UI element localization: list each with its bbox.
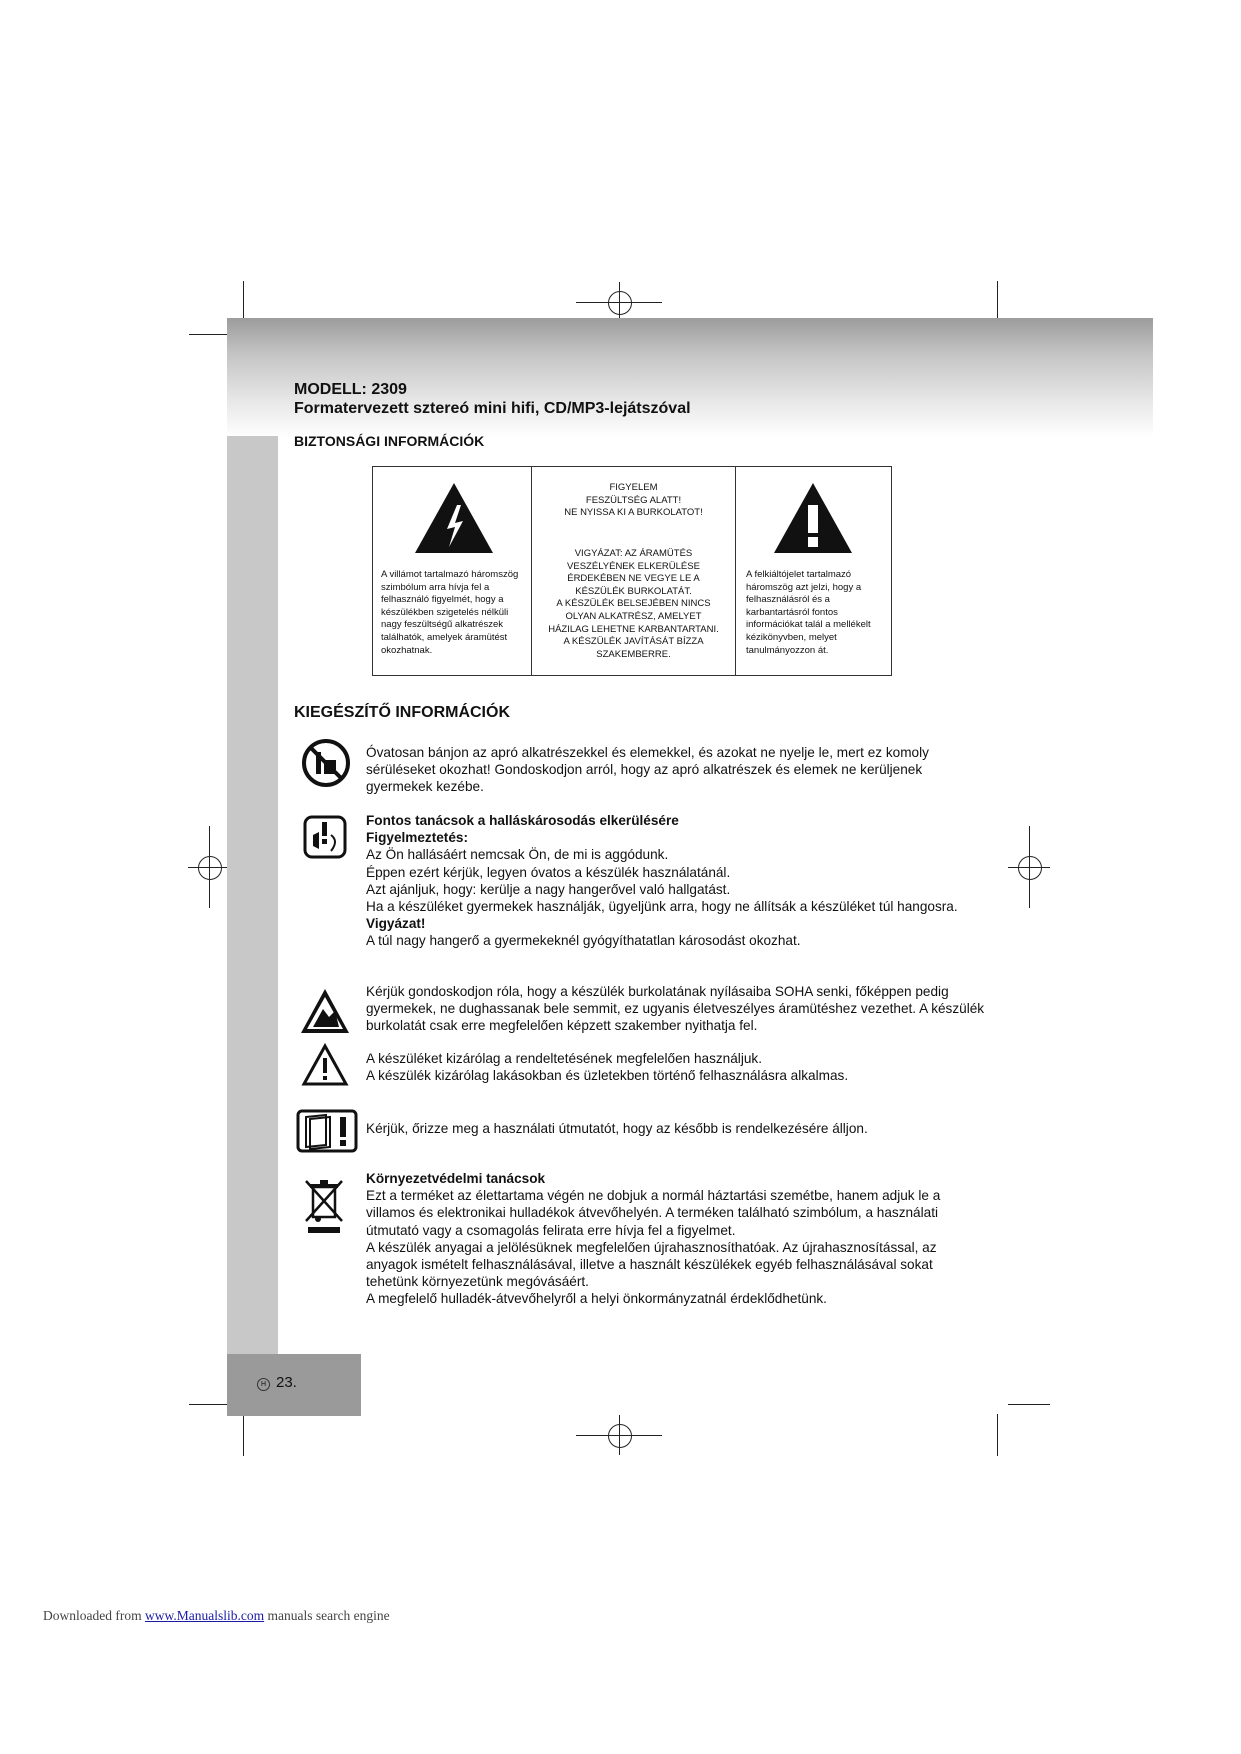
- extra-info-heading: KIEGÉSZÍTŐ INFORMÁCIÓK: [294, 704, 510, 721]
- manualslib-link[interactable]: www.Manualslib.com: [144, 1608, 265, 1623]
- intended-use-line: A készüléket kizárólag a rendeltetésének megfelelően használjuk.: [366, 1051, 762, 1066]
- lightning-explanation: A villámot tartalmazó háromszög szimbólum arra hívja fel a felhasználó figyelmét, hogy a készülékben szigetelés nélküli nagy feszültségű alkatrészek találhatók, amelyek áramütést okozhatnak.: [381, 569, 519, 656]
- environment-section: [366, 1170, 986, 1308]
- electric-shock-warning-icon: [299, 987, 351, 1035]
- small-parts-text: Óvatosan bánjon az apró alkatrészekkel és elemekkel, és azokat ne nyelje le, mert ez komoly sérüléseket okozhat! Gondoskodjon arról, hogy az apró alkatrészek és elemek ne kerüljenek gyermekek kezébe.: [366, 745, 929, 795]
- crop-mark: [1008, 1404, 1050, 1405]
- weee-bin-icon: [302, 1177, 346, 1235]
- environment-paragraph: A megfelelő hulladék-átvevőhelyről a helyi önkormányzatnál érdeklődhetünk.: [366, 1291, 827, 1307]
- crop-mark: [997, 1414, 998, 1456]
- page-number: 23.: [276, 1374, 297, 1391]
- side-bar: [227, 436, 278, 1356]
- crop-mark: [189, 334, 231, 335]
- hearing-title: Fontos tanácsok a halláskárosodás elkerülésére: [366, 813, 679, 828]
- warning-right-column: [736, 467, 891, 675]
- crop-mark: [243, 1414, 244, 1456]
- product-subtitle: Formatervezett sztereó mini hifi, CD/MP3-lejátszóval: [294, 400, 691, 417]
- warning-top-text: FIGYELEM FESZÜLTSÉG ALATT! NE NYISSA KI A BURKOLATOT!: [564, 482, 703, 519]
- environment-paragraph: A készülék anyagai a jelölésüknek megfelelően újrahasznosíthatóak. Az újrahasznosítással, az anyagok ismételt felhasználásával, illetve a használt készülékek egyéb felhasználásával sokat tehetünk környezetünk megóvásáért.: [366, 1239, 937, 1290]
- page-number-box: [227, 1354, 361, 1416]
- caution-text: A túl nagy hangerő a gyermekeknél gyógyíthatatlan károsodást okozhat.: [366, 933, 801, 949]
- registration-line: [209, 826, 210, 908]
- lightning-warning-icon: [413, 481, 495, 555]
- exclamation-warning-icon: [772, 481, 854, 555]
- intended-use-section: [366, 1050, 986, 1084]
- warning-caution-text: VIGYÁZAT: AZ ÁRAMÜTÉS VESZÉLYÉNEK ELKERÜLÉSE ÉRDEKÉBEN NE VEGYE LE A KÉSZÜLÉK BURKOLATÁT. A KÉSZÜLÉK BELSEJÉBEN NINCS OLYAN ALKATRÉSZ, AMELYET HÁZILAG LEHETNE KARBANTARTANI. A KÉSZÜLÉK JAVÍTÁSÁT BÍZZA SZAKEMBERRE.: [548, 548, 719, 660]
- hearing-line: Ha a készüléket gyermekek használják, ügyeljünk arra, hogy ne állítsák a készüléket túl hangosra.: [366, 899, 958, 915]
- registration-mark: [198, 856, 222, 880]
- environment-title: Környezetvédelmi tanácsok: [366, 1171, 546, 1186]
- environment-paragraph: Ezt a terméket az élettartama végén ne dobjuk a normál háztartási szemétbe, hanem adjuk le a villamos és elektronikai hulladékok átvevőhelyén. A terméken található szimbólum, a használati útmutató vagy a csomagolás felirata erre hívja fel a figyelmet.: [366, 1188, 941, 1238]
- registration-mark: [608, 291, 632, 315]
- language-badge: H: [257, 1378, 270, 1391]
- openings-text: Kérjük gondoskodjon róla, hogy a készülék burkolatának nyílásaiba SOHA senki, főképpen pedig gyermekek, ne dughassanak bele semmit, ez ugyanis életveszélyes áramütéshez vezethet. A készülék burkolatát csak erre megfelelően képzett szakember nyithatja fel.: [366, 984, 985, 1034]
- download-prefix: Downloaded from: [43, 1608, 145, 1623]
- crop-mark: [997, 281, 998, 323]
- intended-use-line: A készülék kizárólag lakásokban és üzletekben történő felhasználásra alkalmas.: [366, 1068, 849, 1084]
- download-suffix: manuals search engine: [264, 1608, 390, 1623]
- registration-mark: [1018, 856, 1042, 880]
- caution-label: Vigyázat!: [366, 916, 426, 932]
- download-footer: [43, 1608, 390, 1624]
- manual-icon: [296, 1109, 358, 1153]
- warning-left-column: [373, 467, 532, 675]
- crop-mark: [243, 281, 244, 323]
- hearing-line: Az Ön hallásáért nemcsak Ön, de mi is aggódunk.: [366, 847, 669, 863]
- warning-box: [372, 466, 892, 676]
- manual-text: Kérjük, őrizze meg a használati útmutatót, hogy az később is rendelkezésére álljon.: [366, 1121, 868, 1136]
- crop-mark: [189, 1404, 231, 1405]
- hearing-warning-icon: [303, 815, 347, 859]
- caution-icon: [301, 1043, 349, 1087]
- registration-mark: [608, 1424, 632, 1448]
- exclamation-explanation: A felkiáltójelet tartalmazó háromszög azt jelzi, hogy a felhasználásról és a karbantartásról fontos információkat talál a mellékelt kézikönyvben, melyet tanulmányozzon át.: [746, 569, 871, 656]
- hearing-line: Azt ajánljuk, hogy: kerülje a nagy hangerővel való hallgatást.: [366, 881, 731, 897]
- model-title: MODELL: 2309: [294, 381, 407, 398]
- registration-line: [1029, 826, 1030, 908]
- hearing-section: [366, 812, 986, 950]
- no-swallow-icon: [301, 738, 351, 788]
- hearing-warning-label: Figyelmeztetés:: [366, 830, 468, 846]
- registration-line: [619, 1415, 620, 1455]
- safety-heading: BIZTONSÁGI INFORMÁCIÓK: [294, 433, 485, 449]
- warning-center-column: [532, 467, 736, 675]
- hearing-line: Éppen ezért kérjük, legyen óvatos a készülék használatánál.: [366, 864, 731, 880]
- registration-line: [619, 282, 620, 322]
- header-band: [227, 318, 1153, 438]
